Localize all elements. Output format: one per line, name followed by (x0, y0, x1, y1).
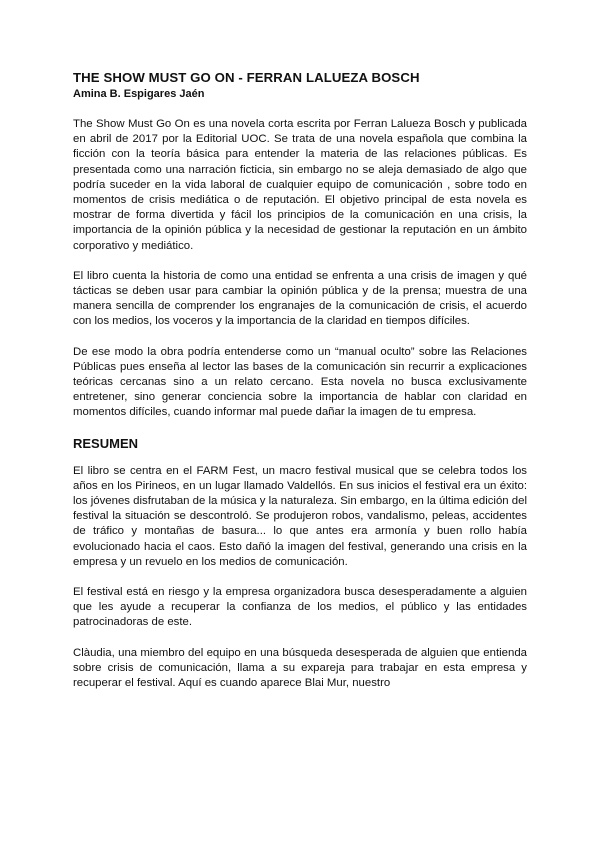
document-author: Amina B. Espigares Jaén (73, 88, 205, 100)
summary-paragraph-3: Clàudia, una miembro del equipo en una búsqueda desesperada de alguien que entienda sobre crisis de comunicación, llama a su expareja para trabajar en esta empresa y recuperar el festival. Aquí es cuando aparece Blai Mur, nuestro (73, 646, 527, 690)
document-title: THE SHOW MUST GO ON - FERRAN LALUEZA BOSCH (73, 70, 420, 85)
intro-paragraph-1: The Show Must Go On es una novela corta escrita por Ferran Lalueza Bosch y publicada en abril de 2017 por la Editorial UOC. Se trata de una novela española que combina la ficción con la teoría básica para entender la materia de las relaciones públicas. Es presentada como una narración ficticia, sin embargo no se aleja demasiado de algo que podría suceder en la vida laboral de cualquier equipo de comunicación , sobre todo en momentos de crisis mediática o de reputación. El objetivo principal de esta novela es mostrar de forma divertida y fácil los principios de la comunicación en una crisis, la importancia de la opinión pública y la necesidad de gestionar la reputación en un ámbito corporativo y mediático. (73, 118, 527, 252)
intro-paragraph-3: De ese modo la obra podría entenderse como un “manual oculto” sobre las Relaciones Públicas pues enseña al lector las bases de la comunicación sin recurrir a explicaciones teóricas cercanas sino a un relato cercano. Esta novela no busca exclusivamente entretener, sino generar conciencia sobre la importancia de hablar con claridad en momentos difíciles, cuando informar mal puede dañar la imagen de tu empresa. (73, 345, 527, 419)
summary-paragraph-2: El festival está en riesgo y la empresa organizadora busca desesperadamente a alguien que les ayude a recuperar la confianza de los medios, el público y las entidades patrocinadoras de este. (73, 586, 527, 629)
intro-section (73, 117, 527, 421)
summary-section (73, 464, 527, 692)
section-heading-resumen: RESUMEN (73, 435, 139, 451)
summary-paragraph-1: El libro se centra en el FARM Fest, un macro festival musical que se celebra todos los años en los Pirineos, en un lugar llamado Valdellós. En sus inicios el festival era un éxito: los jóvenes disfrutaban de la música y la naturaleza. Sin embargo, en la última edición del festival la situación se descontroló. Se produjeron robos, vandalismo, peleas, accidentes de tráfico y montañas de basura... lo que antes era armonía y buen rollo había evolucionado hacia el caos. Esto dañó la imagen del festival, generando una crisis en la empresa y un revuelo en los medios de comunicación. (73, 464, 527, 568)
intro-paragraph-2: El libro cuenta la historia de como una entidad se enfrenta a una crisis de imagen y qué tácticas se deben usar para cambiar la opinión pública y de la prensa; muestra de una manera sencilla de comprender los engranajes de la comunicación de crisis, el acuerdo con los medios, los voceros y la importancia de la claridad en tiempos difíciles. (73, 269, 527, 328)
page-bottom-margin (0, 828, 600, 848)
